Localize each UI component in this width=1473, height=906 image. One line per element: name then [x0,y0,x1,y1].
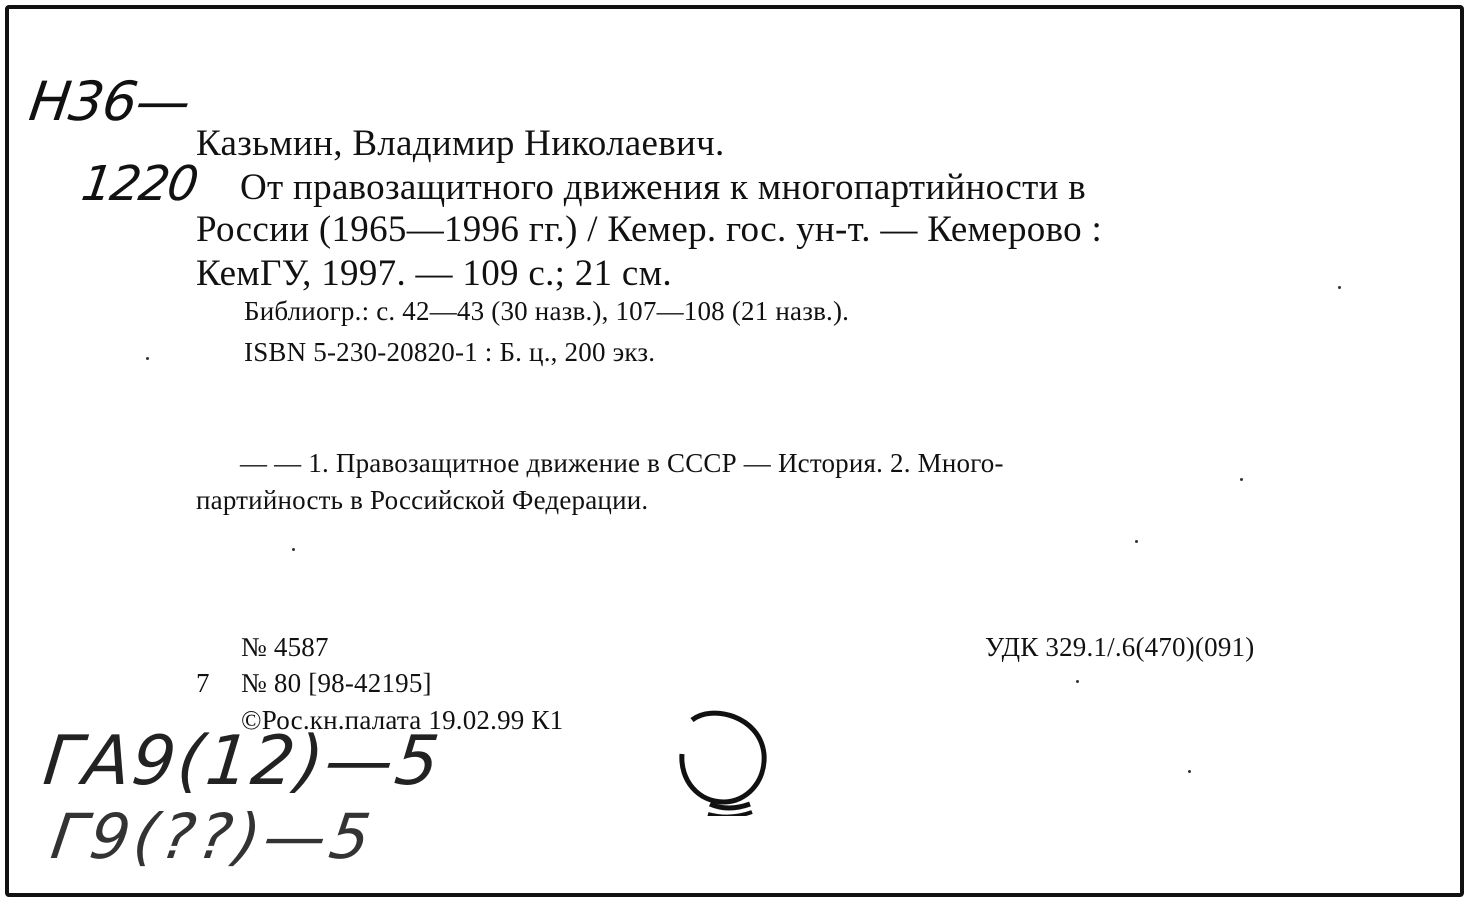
speck [1338,286,1341,289]
speck [1188,770,1191,773]
speck [146,357,149,360]
shelfmark-line1: Н36— [25,70,194,133]
handwritten-note-2: Г9(??)—5 [46,800,379,873]
shelfmark-line2: 1220 [78,156,201,212]
title-line-1: От правозащитного движения к многопартийности в [240,167,1086,208]
speck [1076,680,1079,683]
subject-headings-line-1: — — 1. Правозащитное движение в СССР — История. 2. Много- [240,448,1004,478]
copyright-line: ©Рос.кн.палата 19.02.99 К1 [241,705,564,735]
title-line-3: КемГУ, 1997. — 109 с.; 21 см. [196,253,672,294]
card-digit: 7 [196,668,210,698]
handwritten-note-1: ГА9(12)—5 [39,722,445,801]
udk-code: УДК 329.1/.6(470)(091) [985,632,1255,662]
author-name: Казьмин, Владимир Николаевич. [196,123,725,164]
isbn-line: ISBN 5-230-20820-1 : Б. ц., 200 экз. [244,337,656,367]
speck [1240,478,1243,481]
subject-headings-line-2: партийность в Российской Федерации. [196,485,649,515]
speck [1135,540,1138,543]
circle-stamp-icon [672,706,768,816]
record-number: № 4587 [241,632,329,662]
speck [292,548,295,551]
record-number-2: № 80 [98-42195] [241,668,432,698]
title-line-2: России (1965—1996 гг.) / Кемер. гос. ун-т. — Кемерово : [196,209,1103,250]
bibliography-note: Библиогр.: с. 42—43 (30 назв.), 107—108 (21 назв.). [244,296,850,326]
